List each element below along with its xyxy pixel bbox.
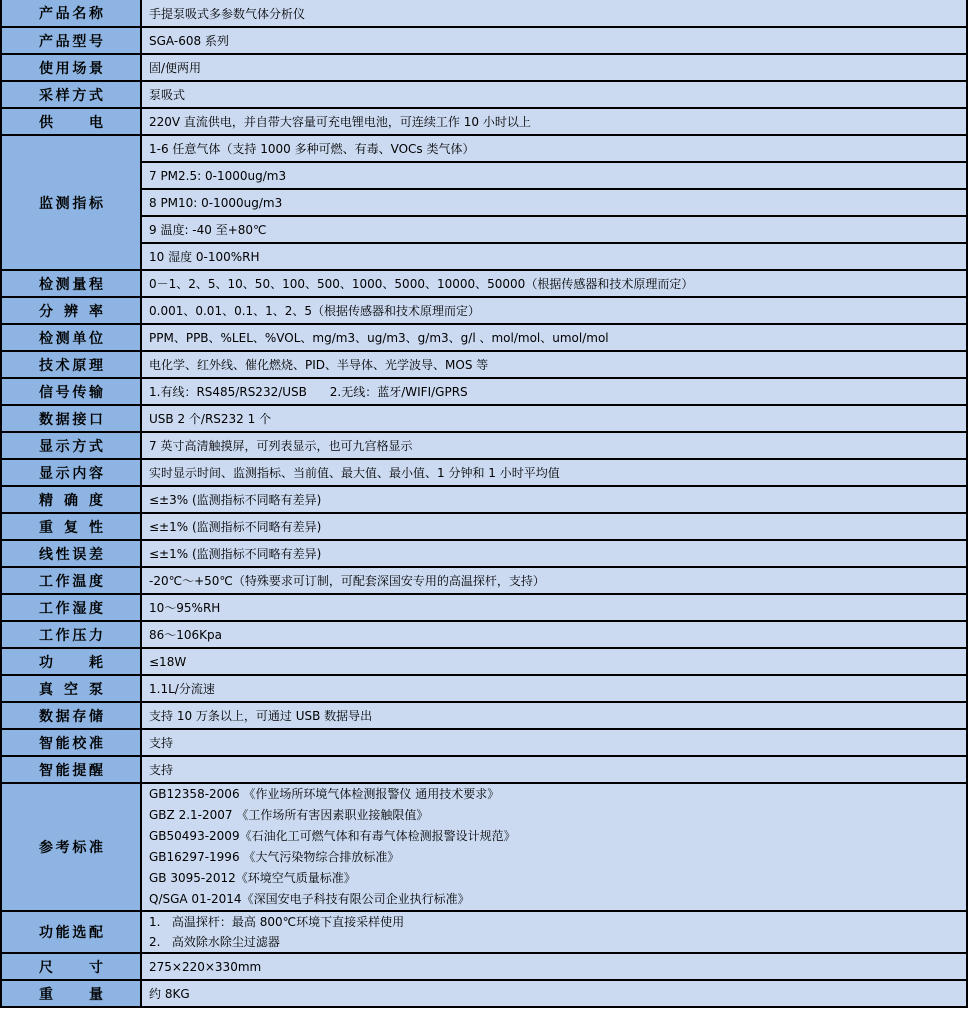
table-row — [1, 405, 967, 432]
spec-value-line: GB50493-2009《石油化工可燃气体和有毒气体检测报警设计规范》 — [149, 829, 516, 843]
spec-value: ≤18W — [141, 648, 967, 675]
spec-label-cell — [1, 432, 141, 459]
spec-value: ≤±1% (监测指标不同略有差异) — [141, 540, 967, 567]
table-row — [1, 81, 967, 108]
table-row — [1, 27, 967, 54]
table-row — [1, 648, 967, 675]
table-row — [1, 108, 967, 135]
spec-value-line: 2. 高效除水除尘过滤器 — [149, 935, 280, 949]
spec-value-line: GBZ 2.1-2007 《工作场所有害因素职业接触限值》 — [149, 808, 429, 822]
spec-subvalue: 10 湿度 0-100%RH — [141, 243, 967, 270]
spec-value: 10～95%RH — [141, 594, 967, 621]
spec-label-cell — [1, 486, 141, 513]
table-row — [1, 486, 967, 513]
spec-label-cell — [1, 702, 141, 729]
spec-label-cell — [1, 297, 141, 324]
table-row — [1, 162, 967, 189]
spec-label: 分辨率 — [39, 303, 103, 320]
table-row — [1, 189, 967, 216]
spec-value: 支持 10 万条以上，可通过 USB 数据导出 — [141, 702, 967, 729]
spec-subvalue: 7 PM2.5: 0-1000ug/m3 — [141, 162, 967, 189]
table-row — [1, 980, 967, 1007]
spec-label-cell — [1, 54, 141, 81]
spec-value: 1.有线：RS485/RS232/USB 2.无线：蓝牙/WIFI/GPRS — [141, 378, 967, 405]
spec-label: 检测量程 — [39, 276, 103, 293]
spec-label-cell — [1, 513, 141, 540]
spec-label-cell — [1, 405, 141, 432]
table-row — [1, 324, 967, 351]
spec-label: 检测单位 — [39, 330, 103, 347]
spec-label-cell — [1, 108, 141, 135]
spec-table-body — [1, 0, 967, 1007]
spec-label: 数据接口 — [39, 411, 103, 428]
spec-label: 工作湿度 — [39, 600, 103, 617]
spec-value-multiline — [141, 783, 967, 911]
spec-value: 0－1、2、5、10、50、100、500、1000、5000、10000、50000（根据传感器和技术原理而定） — [141, 270, 967, 297]
spec-label-cell — [1, 81, 141, 108]
table-row — [1, 911, 967, 953]
spec-label: 重量 — [39, 986, 103, 1003]
spec-value: ≤±3% (监测指标不同略有差异) — [141, 486, 967, 513]
spec-subvalue: 1-6 任意气体（支持 1000 多种可燃、有毒、VOCs 类气体） — [141, 135, 967, 162]
spec-value: 275×220×330mm — [141, 953, 967, 980]
spec-value: 0.001、0.01、0.1、1、2、5（根据传感器和技术原理而定） — [141, 297, 967, 324]
table-row — [1, 756, 967, 783]
spec-label: 功能选配 — [39, 925, 103, 941]
spec-label-cell — [1, 270, 141, 297]
spec-label-cell — [1, 567, 141, 594]
table-row — [1, 351, 967, 378]
spec-label-cell — [1, 756, 141, 783]
table-row — [1, 0, 967, 27]
spec-value: 泵吸式 — [141, 81, 967, 108]
spec-value-line: 1. 高温探杆：最高 800℃环境下直接采样使用 — [149, 915, 405, 929]
spec-value: -20℃～+50℃（特殊要求可订制，可配套深国安专用的高温探杆，支持） — [141, 567, 967, 594]
spec-value: 固/便两用 — [141, 54, 967, 81]
spec-value: 约 8KG — [141, 980, 967, 1007]
table-row — [1, 953, 967, 980]
spec-label-cell — [1, 27, 141, 54]
spec-label-cell — [1, 324, 141, 351]
spec-value: PPM、PPB、%LEL、%VOL、mg/m3、ug/m3、g/m3、g/l 、mol/mol、umol/mol — [141, 324, 967, 351]
table-row — [1, 432, 967, 459]
spec-value: 7 英寸高清触摸屏，可列表显示，也可九宫格显示 — [141, 432, 967, 459]
spec-subvalue: 8 PM10: 0-1000ug/m3 — [141, 189, 967, 216]
spec-label: 供电 — [39, 114, 103, 131]
spec-value-multiline — [141, 911, 967, 953]
table-row — [1, 54, 967, 81]
table-row — [1, 783, 967, 911]
spec-label-cell — [1, 540, 141, 567]
table-row — [1, 621, 967, 648]
spec-value: 手提泵吸式多参数气体分析仪 — [141, 0, 967, 27]
spec-value-line: Q/SGA 01-2014《深国安电子科技有限公司企业执行标准》 — [149, 892, 470, 906]
spec-label: 功耗 — [39, 654, 103, 671]
spec-label: 工作温度 — [39, 573, 103, 590]
spec-label-cell — [1, 953, 141, 980]
table-row — [1, 513, 967, 540]
spec-label: 参考标准 — [39, 840, 103, 856]
table-row — [1, 297, 967, 324]
table-row — [1, 594, 967, 621]
spec-label-cell — [1, 648, 141, 675]
table-row — [1, 270, 967, 297]
spec-label-cell — [1, 621, 141, 648]
spec-label-cell — [1, 675, 141, 702]
spec-value: 实时显示时间、监测指标、当前值、最大值、最小值、1 分钟和 1 小时平均值 — [141, 459, 967, 486]
spec-label: 真空泵 — [39, 681, 103, 698]
spec-label-cell — [1, 459, 141, 486]
spec-label-cell — [1, 783, 141, 911]
table-row — [1, 216, 967, 243]
spec-label-cell — [1, 378, 141, 405]
spec-subvalue: 9 温度: -40 至+80℃ — [141, 216, 967, 243]
spec-value: 电化学、红外线、催化燃烧、PID、半导体、光学波导、MOS 等 — [141, 351, 967, 378]
spec-value-line: GB12358-2006 《作业场所环境气体检测报警仪 通用技术要求》 — [149, 787, 500, 801]
spec-label: 信号传输 — [39, 384, 103, 401]
spec-label: 线性误差 — [39, 546, 103, 563]
spec-label: 技术原理 — [39, 357, 103, 374]
spec-value: ≤±1% (监测指标不同略有差异) — [141, 513, 967, 540]
spec-label-cell — [1, 594, 141, 621]
table-row — [1, 459, 967, 486]
spec-value-line: GB16297-1996 《大气污染物综合排放标准》 — [149, 850, 400, 864]
spec-label: 产品名称 — [39, 6, 103, 22]
spec-label: 精确度 — [39, 492, 103, 509]
spec-label-cell — [1, 729, 141, 756]
spec-value-line: GB 3095-2012《环境空气质量标准》 — [149, 871, 356, 885]
spec-label: 使用场景 — [39, 60, 103, 77]
table-row — [1, 243, 967, 270]
table-row — [1, 135, 967, 162]
spec-label-cell — [1, 0, 141, 27]
table-row — [1, 729, 967, 756]
spec-value: SGA-608 系列 — [141, 27, 967, 54]
spec-label: 采样方式 — [39, 87, 103, 104]
table-row — [1, 675, 967, 702]
spec-value: 220V 直流供电，并自带大容量可充电锂电池，可连续工作 10 小时以上 — [141, 108, 967, 135]
spec-label: 产品型号 — [39, 33, 103, 50]
spec-value: 86～106Kpa — [141, 621, 967, 648]
table-row — [1, 702, 967, 729]
spec-value: 1.1L/分流速 — [141, 675, 967, 702]
spec-label: 智能提醒 — [39, 762, 103, 779]
table-row — [1, 567, 967, 594]
spec-label-cell — [1, 911, 141, 953]
spec-value: 支持 — [141, 756, 967, 783]
spec-label: 显示内容 — [39, 465, 103, 482]
spec-value: 支持 — [141, 729, 967, 756]
spec-value: USB 2 个/RS232 1 个 — [141, 405, 967, 432]
spec-label: 工作压力 — [39, 627, 103, 644]
spec-label-cell — [1, 351, 141, 378]
table-row — [1, 540, 967, 567]
spec-label-cell — [1, 980, 141, 1007]
spec-label-cell — [1, 135, 141, 270]
spec-label: 数据存储 — [39, 708, 103, 725]
spec-label: 智能校准 — [39, 735, 103, 752]
table-row — [1, 378, 967, 405]
spec-label: 重复性 — [39, 519, 103, 536]
spec-label: 尺寸 — [39, 959, 103, 976]
spec-label: 监测指标 — [39, 195, 103, 212]
spec-label: 显示方式 — [39, 438, 103, 455]
